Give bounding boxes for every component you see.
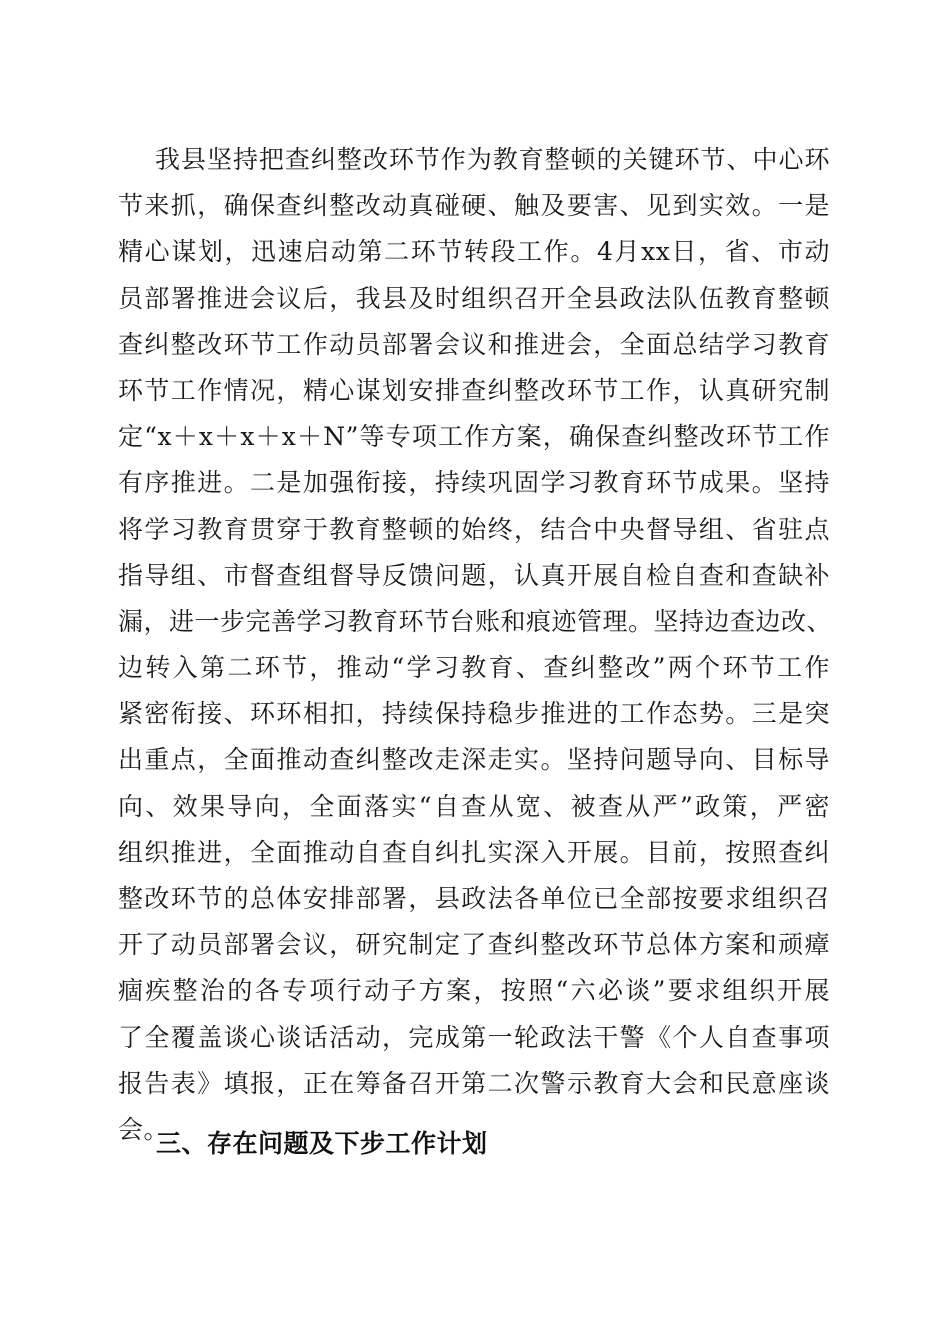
paragraph-line: 紧密衔接、环环相扣，持续保持稳步推进的工作态势。三是突 <box>118 699 830 729</box>
paragraph-line: 边转入第二环节，推动“学习教育、查纠整改”两个环节工作 <box>118 653 830 683</box>
paragraph-line: 将学习教育贯穿于教育整顿的始终，结合中央督导组、省驻点 <box>118 514 830 544</box>
paragraph-line: 向、效果导向，全面落实“自查从宽、被查从严”政策，严密 <box>118 791 830 821</box>
paragraph-line: 会。 <box>118 1114 170 1144</box>
paragraph-line: 环节工作情况，精心谋划安排查纠整改环节工作，认真研究制 <box>118 375 830 405</box>
paragraph-line: 有序推进。二是加强衔接，持续巩固学习教育环节成果。坚持 <box>118 468 830 498</box>
paragraph-line: 查纠整改环节工作动员部署会议和推进会，全面总结学习教育 <box>118 329 830 359</box>
paragraph-line: 指导组、市督查组督导反馈问题，认真开展自检自查和查缺补 <box>118 560 830 590</box>
section-heading: 三、存在问题及下步工作计划 <box>156 1129 488 1158</box>
body-paragraph <box>118 137 833 1153</box>
paragraph-line: 开了动员部署会议，研究制定了查纠整改环节总体方案和顽瘴 <box>118 930 830 960</box>
paragraph-line: 整改环节的总体安排部署，县政法各单位已全部按要求组织召 <box>118 884 830 913</box>
paragraph-line: 出重点，全面推动查纠整改走深走实。坚持问题导向、目标导 <box>118 745 830 775</box>
paragraph-line: 了全覆盖谈心谈话活动，完成第一轮政法干警《个人自查事项 <box>118 1022 830 1052</box>
paragraph-line: 员部署推进会议后，我县及时组织召开全县政法队伍教育整顿 <box>118 283 830 313</box>
paragraph-line: 我县坚持把查纠整改环节作为教育整顿的关键环节、中心环 <box>155 145 830 174</box>
paragraph-line: 漏，进一步完善学习教育环节台账和痕迹管理。坚持边查边改、 <box>118 606 833 636</box>
paragraph-line: 痼疾整治的各专项行动子方案，按照“六必谈”要求组织开展 <box>118 976 830 1006</box>
paragraph-line: 报告表》填报，正在筹备召开第二次警示教育大会和民意座谈 <box>118 1068 830 1098</box>
paragraph-line: 精心谋划，迅速启动第二环节转段工作。4月xx日，省、市动 <box>118 237 830 267</box>
paragraph-line: 定“x＋x＋x＋x＋N”等专项工作方案，确保查纠整改环节工作 <box>118 422 830 452</box>
paragraph-line: 组织推进，全面推动自查自纠扎实深入开展。目前，按照查纠 <box>118 837 830 867</box>
paragraph-line: 节来抓，确保查纠整改动真碰硬、触及要害、见到实效。一是 <box>118 191 830 221</box>
